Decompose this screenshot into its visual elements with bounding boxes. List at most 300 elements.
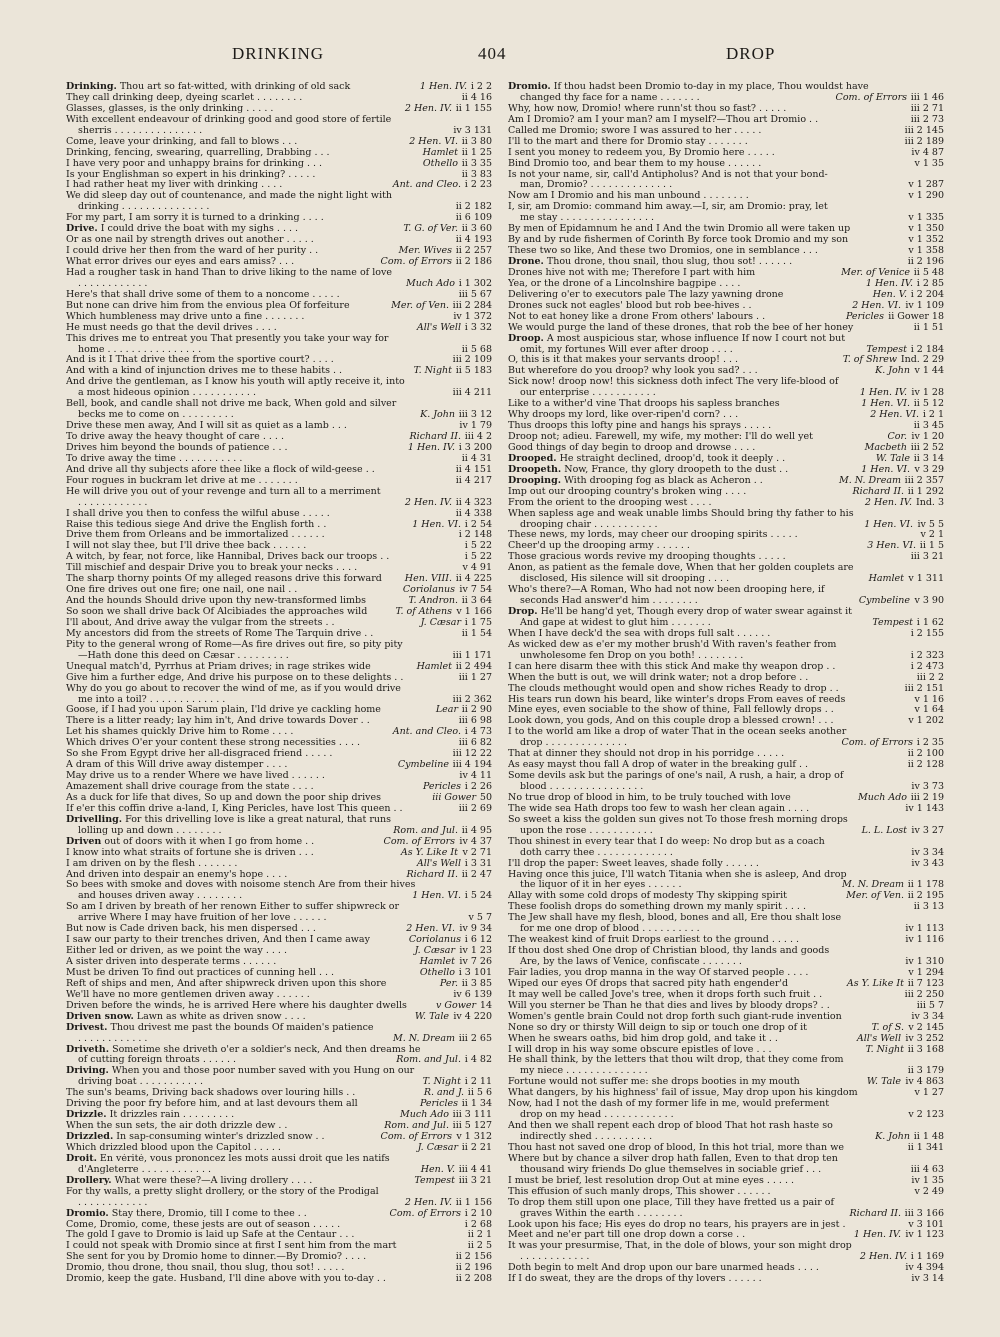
- act-scene-line-ref: iv 3 43: [911, 858, 944, 869]
- act-scene-line-ref: i 3 101: [458, 967, 492, 978]
- quotation: Let his shames quickly Drive him to Rome . . . .: [66, 727, 294, 738]
- entry-line: [66, 716, 492, 727]
- entry-line: [508, 1252, 944, 1263]
- quotation: a most hideous opinion . . . . . . . . . . .: [78, 388, 256, 399]
- play-title: 1 Hen. VI.: [409, 520, 461, 531]
- headword: Driven snow.: [66, 1011, 134, 1022]
- quotation: Look down, you gods, And on this couple drop a blessed crown! . . .: [508, 716, 834, 727]
- headword: Drone.: [508, 257, 544, 267]
- quotation: What were these?—A living drollery . . . .: [114, 1175, 313, 1186]
- entry-text: [66, 760, 287, 771]
- act-scene-line-ref: iii 5 127: [452, 1121, 492, 1132]
- entry-text: [66, 170, 315, 181]
- entry-text: [508, 596, 698, 607]
- quotation: drinking . . . . . . . . . . . . . . .: [78, 202, 210, 213]
- quotation: And is it I That drive thee from the sportive court? . . . .: [66, 355, 334, 366]
- quotation: Stay there, Dromio, till I come to thee . .: [111, 1208, 307, 1219]
- entry-line: [508, 1023, 944, 1034]
- play-title: Coriolanus: [406, 935, 461, 946]
- quotation: I must be brief, lest resolution drop Out at mine eyes . . . . .: [508, 1175, 795, 1186]
- entry-text: [508, 213, 654, 224]
- entry-text: [66, 465, 375, 476]
- quotation: doth carry thee . . . . . . . . . . . . .: [520, 847, 673, 858]
- entry-line: [66, 487, 492, 498]
- entry-line: [508, 1132, 944, 1143]
- play-title: Richard II.: [404, 870, 458, 881]
- right-column: [508, 82, 944, 1322]
- play-title: Mer. of Ven.: [843, 891, 904, 902]
- entry-text: [66, 902, 399, 913]
- act-scene-line-ref: iii 3 166: [904, 1208, 944, 1219]
- act-scene-line-ref: iv 4 394: [905, 1263, 944, 1274]
- act-scene-line-ref: iii 2 357: [904, 475, 944, 486]
- quotation: Women's gentle brain Could not drop forth such giant-rude invention: [508, 1011, 842, 1022]
- play-title: Ant. and Cleo.: [390, 180, 461, 191]
- quotation: A witch, by fear, not force, like Hannibal, Drives back our troops . .: [66, 552, 390, 563]
- quotation: Look upon his face; His eyes do drop no tears, his prayers are in jest .: [508, 1219, 846, 1230]
- entry-text: [66, 115, 391, 126]
- entry-line: [508, 607, 944, 618]
- act-scene-line-ref: i 2 473: [910, 661, 944, 672]
- entry-line: [66, 213, 492, 224]
- act-scene-line-ref: iii 3 111: [452, 1110, 492, 1121]
- quotation: None so dry or thirsty Will deign to sip or touch one drop of it: [508, 1022, 807, 1033]
- act-scene-line-ref: ii 3 80: [461, 136, 492, 147]
- entry-line: [508, 815, 944, 826]
- entry-line: [508, 159, 944, 170]
- headword: Dromio.: [508, 82, 551, 92]
- entry-line: [508, 1220, 944, 1231]
- entry-text: [66, 793, 381, 804]
- quotation: So she From Egypt drive her all-disgraced friend . . . . .: [66, 749, 333, 760]
- entry-line: [66, 1274, 492, 1285]
- entry-line: [66, 552, 492, 563]
- quotation: And drive the gentleman, as I know his youth will aptly receive it, into: [66, 377, 405, 388]
- act-scene-line-ref: ii 4 95: [461, 825, 492, 836]
- quotation: Who's there?—A Roman, Who had not now been drooping here, if: [508, 585, 825, 596]
- entry-text: [66, 1187, 379, 1198]
- entry-text: [66, 1220, 340, 1231]
- play-title: 1 Hen. IV.: [863, 279, 913, 290]
- entry-text: [66, 1110, 234, 1121]
- quotation: They call drinking deep, dyeing scarlet . . . . . . . .: [66, 92, 303, 103]
- quotation: He will drive you out of your revenge and turn all to a merriment: [66, 486, 381, 497]
- entry-line: [508, 804, 944, 815]
- entry-text: [508, 1121, 833, 1132]
- act-scene-line-ref: iii 1 27: [458, 672, 492, 683]
- quotation: Lawn as white as driven snow . . . .: [136, 1011, 306, 1022]
- quotation: One fire drives out one fire; one nail, one nail . .: [66, 585, 298, 596]
- entry-line: [66, 498, 492, 509]
- entry-line: [508, 1230, 944, 1241]
- entry-line: [66, 815, 492, 826]
- quotation: Now am I Dromio and his man unbound . . . . . . . .: [508, 191, 749, 202]
- play-title: 1 Hen. VI.: [409, 891, 461, 902]
- entry-text: [508, 148, 775, 159]
- quotation: I could not speak with Dromio since at first I sent him from the mart: [66, 1241, 397, 1252]
- entry-text: [66, 1241, 396, 1252]
- entry-text: [508, 815, 848, 826]
- act-scene-line-ref: ii 4 225: [455, 574, 492, 585]
- entry-text: [508, 662, 835, 673]
- quotation: our enterprise . . . . . . . . . . .: [520, 388, 656, 399]
- entry-line: [508, 793, 944, 804]
- entry-line: [66, 859, 492, 870]
- play-title: Macbeth: [862, 443, 907, 454]
- entry-text: [66, 673, 403, 684]
- quotation: The clouds methought would open and show riches Ready to drop . .: [508, 683, 839, 694]
- play-title: Hamlet: [420, 148, 458, 159]
- act-scene-line-ref: ii 1 341: [907, 1142, 944, 1153]
- act-scene-line-ref: v 1 16: [914, 694, 944, 705]
- act-scene-line-ref: iv 4 37: [459, 836, 492, 847]
- entry-line: [66, 421, 492, 432]
- act-scene-line-ref: v 3 29: [914, 464, 944, 475]
- quotation: We'll have no more gentlemen driven away . . . . . .: [66, 989, 310, 1000]
- play-title: 1 Hen. VI.: [858, 399, 910, 410]
- entry-text: [66, 968, 334, 979]
- entry-text: [66, 1088, 355, 1099]
- entry-line: [66, 1241, 492, 1252]
- act-scene-line-ref: i 4 73: [464, 727, 492, 738]
- entry-line: [508, 1034, 944, 1045]
- quotation: A sister driven into desperate terms . . . . . .: [66, 957, 277, 967]
- act-scene-line-ref: ii 5 6: [467, 1088, 492, 1099]
- play-title: Mer. of Ven.: [388, 301, 449, 312]
- entry-text: [66, 224, 298, 235]
- act-scene-line-ref: ii 2 257: [455, 246, 492, 257]
- quotation: Sick now! droop now! this sickness doth infect The very life-blood of: [508, 377, 839, 388]
- entry-line: [66, 673, 492, 684]
- entry-text: [508, 355, 738, 366]
- entry-text: [508, 410, 738, 421]
- act-scene-line-ref: iv 4 863: [905, 1077, 944, 1088]
- quotation: I had rather heat my liver with drinking . . . .: [66, 180, 283, 191]
- entry-text: [66, 93, 302, 104]
- entry-line: [66, 454, 492, 465]
- quotation: Pity to the general wrong of Rome—As fire drives out fire, so pity pity: [66, 639, 403, 650]
- entry-line: [508, 509, 944, 520]
- play-title: T. of Shrew: [840, 355, 897, 366]
- entry-line: [508, 443, 944, 454]
- act-scene-line-ref: iii 5 67: [458, 289, 492, 300]
- quotation: Here's that shall drive some of them to a noncome . . . . .: [66, 289, 340, 300]
- quotation: Good things of day begin to droop and drowse . . . .: [508, 442, 756, 453]
- act-scene-line-ref: iii 2 71: [910, 103, 944, 114]
- act-scene-line-ref: Ind. 3: [915, 497, 944, 508]
- play-title: Mer. of Venice: [838, 268, 910, 279]
- entry-line: [508, 738, 944, 749]
- quotation: A dram of this Will drive away distemper . . . .: [66, 760, 288, 771]
- entry-text: [66, 399, 396, 410]
- entry-text: [508, 727, 846, 738]
- entry-line: [66, 738, 492, 749]
- quotation: I, sir, am Dromio: command him away.—I, sir, am Dromio: pray, let: [508, 202, 828, 213]
- entry-text: [66, 946, 287, 957]
- quotation: We would purge the land of these drones, that rob the bee of her honey: [508, 322, 854, 333]
- entry-text: [66, 684, 401, 695]
- act-scene-line-ref: iv 3 27: [911, 825, 944, 836]
- entry-line: [508, 782, 944, 793]
- entry-text: [66, 924, 316, 935]
- quotation: He shall think, by the letters that thou wilt drop, that they come from: [508, 1055, 844, 1066]
- play-title: Coriolanus: [400, 585, 455, 596]
- act-scene-line-ref: ii 2 182: [455, 202, 492, 213]
- entry-line: [508, 1176, 944, 1187]
- quotation: Having once this juice, I'll watch Titania when she is asleep, And drop: [508, 869, 847, 880]
- act-scene-line-ref: iv 1 35: [911, 1175, 944, 1186]
- entry-text: [508, 345, 733, 356]
- entry-text: [508, 935, 799, 946]
- act-scene-line-ref: Ind. 2 29: [900, 355, 944, 366]
- entry-text: [508, 1045, 772, 1056]
- entry-text: [508, 957, 742, 968]
- headword: Drivest.: [66, 1022, 108, 1033]
- entry-line: [66, 388, 492, 399]
- headword: Drivelling.: [66, 814, 123, 825]
- quotation: Am I Dromio? am I your man? am I myself?—Thou art Dromio . .: [508, 114, 819, 125]
- play-title: 2 Hen. VI.: [406, 137, 458, 148]
- entry-line: [66, 935, 492, 946]
- play-title: Com. of Errors: [839, 738, 913, 749]
- quotation: Why droops my lord, like over-ripen'd corn? . . .: [508, 410, 739, 421]
- act-scene-line-ref: iii 2 19: [910, 792, 944, 803]
- act-scene-line-ref: ii 4 217: [455, 475, 492, 486]
- quotation: Why do you go about to recover the wind of me, as if you would drive: [66, 683, 401, 694]
- quotation: Goose, if I had you upon Sarum plain, I'ld drive ye cackling home: [66, 705, 381, 716]
- quotation: thousand wiry friends Do glue themselves in sociable grief . . .: [520, 1164, 822, 1175]
- act-scene-line-ref: ii 1 54: [461, 628, 492, 639]
- entry-text: [508, 1241, 852, 1252]
- quotation: driving boat . . . . . . . . . . .: [78, 1077, 204, 1088]
- quotation: With excellent endeavour of drinking good and good store of fertile: [66, 114, 392, 125]
- entry-line: [508, 1099, 944, 1110]
- quotation: drooping chair . . . . . . . . . . .: [520, 519, 658, 530]
- act-scene-line-ref: v 1 287: [908, 180, 944, 191]
- entry-line: [508, 1088, 944, 1099]
- play-title: iii Gower: [429, 793, 476, 804]
- act-scene-line-ref: i 2 1: [922, 410, 944, 421]
- entry-text: [508, 771, 843, 782]
- entry-text: [508, 180, 672, 191]
- entry-line: [66, 443, 492, 454]
- entry-text: [66, 716, 370, 727]
- entry-text: [66, 1066, 414, 1077]
- act-scene-line-ref: ii 1 25: [461, 147, 492, 158]
- quotation: There is a litter ready; lay him in't, And drive towards Dover . .: [66, 716, 370, 727]
- quotation: Had a rougher task in hand Than to drive liking to the name of love: [66, 267, 392, 278]
- quotation: And with a kind of injunction drives me to these habits . .: [66, 366, 343, 377]
- act-scene-line-ref: i 3 32: [464, 322, 492, 333]
- act-scene-line-ref: i 1 75: [464, 617, 492, 628]
- act-scene-line-ref: v 1 358: [908, 246, 944, 257]
- entry-line: [66, 563, 492, 574]
- play-title: Othello: [420, 159, 458, 170]
- entry-line: [66, 520, 492, 531]
- entry-text: [66, 498, 147, 509]
- entry-text: [508, 1230, 745, 1241]
- entry-line: [508, 235, 944, 246]
- act-scene-line-ref: iv 3 73: [911, 782, 944, 792]
- entry-line: [66, 476, 492, 487]
- entry-line: [66, 957, 492, 968]
- entry-text: [66, 607, 367, 618]
- act-scene-line-ref: v 3 90: [914, 596, 944, 607]
- entry-text: [508, 968, 808, 979]
- play-title: 2 Hen. VI.: [867, 410, 919, 421]
- entry-text: [66, 859, 237, 870]
- entry-text: [508, 159, 761, 170]
- play-title: Richard II.: [847, 1209, 901, 1220]
- act-scene-line-ref: iv 1 123: [905, 1230, 944, 1241]
- act-scene-line-ref: ii 3 14: [913, 453, 944, 464]
- entry-text: [508, 170, 828, 181]
- entry-line: [508, 399, 944, 410]
- entry-text: [66, 82, 350, 93]
- act-scene-line-ref: v 1 350: [908, 224, 944, 235]
- quotation: Allay with some cold drops of modesty Thy skipping spirit: [508, 891, 787, 902]
- play-title: T. Andron.: [406, 596, 458, 607]
- entry-text: [508, 1088, 858, 1099]
- headword: Driving.: [66, 1066, 109, 1077]
- quotation: I saw our party to their trenches driven, And then I came away: [66, 935, 370, 946]
- play-title: v Gower: [433, 1001, 476, 1012]
- entry-line: [508, 388, 944, 399]
- quotation: Drones suck not eagles' blood but rob bee-hives . .: [508, 300, 752, 311]
- entry-line: [66, 191, 492, 202]
- act-scene-line-ref: i 1 169: [910, 1252, 944, 1263]
- act-scene-line-ref: iv 5 5: [917, 519, 944, 530]
- play-title: 2 Hen. IV.: [862, 498, 912, 509]
- entry-text: [508, 1132, 652, 1143]
- act-scene-line-ref: iii 4 2: [464, 432, 492, 442]
- act-scene-line-ref: ii 5 48: [913, 267, 944, 278]
- entry-line: [508, 334, 944, 345]
- quotation: Cheer'd up the drooping army . . . . . .: [508, 541, 690, 552]
- quotation: sherris . . . . . . . . . . . . . . .: [78, 125, 203, 136]
- entry-line: [508, 432, 944, 443]
- act-scene-line-ref: ii 2 186: [455, 257, 492, 267]
- act-scene-line-ref: v 5 7: [468, 913, 492, 924]
- quotation: Thou drone, thou snail, thou slug, thou sot! . . . . . .: [546, 257, 793, 267]
- entry-line: [508, 366, 944, 377]
- entry-text: [508, 454, 785, 465]
- entry-text: [508, 1154, 838, 1165]
- entry-line: [66, 618, 492, 629]
- entry-line: [508, 1001, 944, 1012]
- quotation: And then we shall repent each drop of blood That hot rash haste so: [508, 1121, 833, 1132]
- play-title: 2 Hen. IV.: [402, 1198, 452, 1209]
- quotation: . . . . . . . . . . . .: [78, 1033, 148, 1044]
- headword: Drizzled.: [66, 1132, 114, 1142]
- quotation: me into a toil? . . . . . . . . . . . . .: [78, 694, 226, 705]
- quotation: graves Within the earth . . . . . . . .: [520, 1208, 683, 1219]
- entry-line: [66, 848, 492, 859]
- entry-line: [508, 1241, 944, 1252]
- act-scene-line-ref: v 1 27: [914, 1088, 944, 1099]
- entry-line: [66, 410, 492, 421]
- act-scene-line-ref: v 1 64: [914, 705, 944, 716]
- act-scene-line-ref: ii 4 151: [455, 464, 492, 475]
- entry-text: [508, 1209, 683, 1220]
- act-scene-line-ref: iv 1 372: [453, 311, 492, 322]
- act-scene-line-ref: iii 2 2: [916, 672, 944, 683]
- play-title: Hen. V.: [418, 1165, 455, 1176]
- act-scene-line-ref: ii 1 5: [919, 541, 944, 552]
- quotation: And driven into despair an enemy's hope . . . .: [66, 869, 288, 880]
- entry-text: [66, 476, 298, 487]
- entry-line: [508, 902, 944, 913]
- entry-text: [66, 727, 293, 738]
- entry-line: [66, 1077, 492, 1088]
- entry-line: [66, 880, 492, 891]
- entry-line: [508, 93, 944, 104]
- play-title: 1 Hen. IV.: [857, 388, 907, 399]
- act-scene-line-ref: iv 1 79: [459, 421, 492, 432]
- entry-text: [508, 432, 813, 443]
- entry-line: [508, 465, 944, 476]
- entry-line: [66, 82, 492, 93]
- act-scene-line-ref: ii 2 128: [907, 760, 944, 771]
- entry-line: [66, 509, 492, 520]
- quotation: Droop not; adieu. Farewell, my wife, my mother: I'll do well yet: [508, 432, 813, 442]
- quotation: The sharp thorny points Of my alleged reasons drive this forward: [66, 574, 382, 585]
- entry-text: [508, 279, 740, 290]
- entry-line: [66, 170, 492, 181]
- entry-line: [66, 202, 492, 213]
- act-scene-line-ref: ii 2 494: [455, 661, 492, 672]
- entry-text: [66, 443, 288, 454]
- play-title: Cymbeline: [395, 760, 449, 771]
- entry-text: [508, 202, 828, 213]
- entry-line: [508, 924, 944, 935]
- quotation: drop . . . . . . . . . . . . . .: [520, 738, 627, 749]
- play-title: Much Ado: [855, 793, 907, 804]
- entry-text: [508, 913, 841, 924]
- quotation: Which drizzled blood upon the Capitol . . . . .: [66, 1142, 281, 1153]
- entry-text: [508, 673, 808, 684]
- quotation: The Jew shall have my flesh, blood, bones and all, Ere thou shalt lose: [508, 913, 842, 924]
- quotation: and houses driven away . . . . . . . .: [78, 891, 243, 902]
- entry-line: [66, 979, 492, 990]
- quotation: These two so like, And these two Dromios, one in semblance . . .: [508, 246, 818, 257]
- quotation: Either led or driven, as we point the way . . . .: [66, 946, 287, 957]
- entry-line: [508, 695, 944, 706]
- act-scene-line-ref: iii 2 250: [904, 989, 944, 1000]
- quotation: Where but by chance a silver drop hath fallen, Even to that drop ten: [508, 1153, 838, 1164]
- entry-line: [508, 848, 944, 859]
- entry-line: [508, 1055, 944, 1066]
- quotation: Dromio, keep the gate. Husband, I'll dine above with you to-day . .: [66, 1274, 386, 1285]
- entry-line: [508, 979, 944, 990]
- act-scene-line-ref: iii 6 98: [458, 716, 492, 727]
- act-scene-line-ref: i 2 23: [464, 180, 492, 191]
- entry-line: [508, 716, 944, 727]
- entry-line: [66, 968, 492, 979]
- act-scene-line-ref: ii 3 13: [913, 902, 944, 913]
- act-scene-line-ref: 50: [479, 792, 492, 803]
- act-scene-line-ref: ii 4 338: [455, 508, 492, 519]
- quotation: Driving the poor fry before him, and at last devours them all: [66, 1099, 358, 1110]
- entry-text: [508, 1198, 834, 1209]
- entry-line: [66, 279, 492, 290]
- entry-line: [508, 541, 944, 552]
- entry-line: [66, 115, 492, 126]
- entry-line: [66, 1220, 492, 1231]
- entry-line: [66, 684, 492, 695]
- entry-line: [66, 246, 492, 257]
- quotation: From the orient to the drooping west . . . .: [508, 497, 712, 508]
